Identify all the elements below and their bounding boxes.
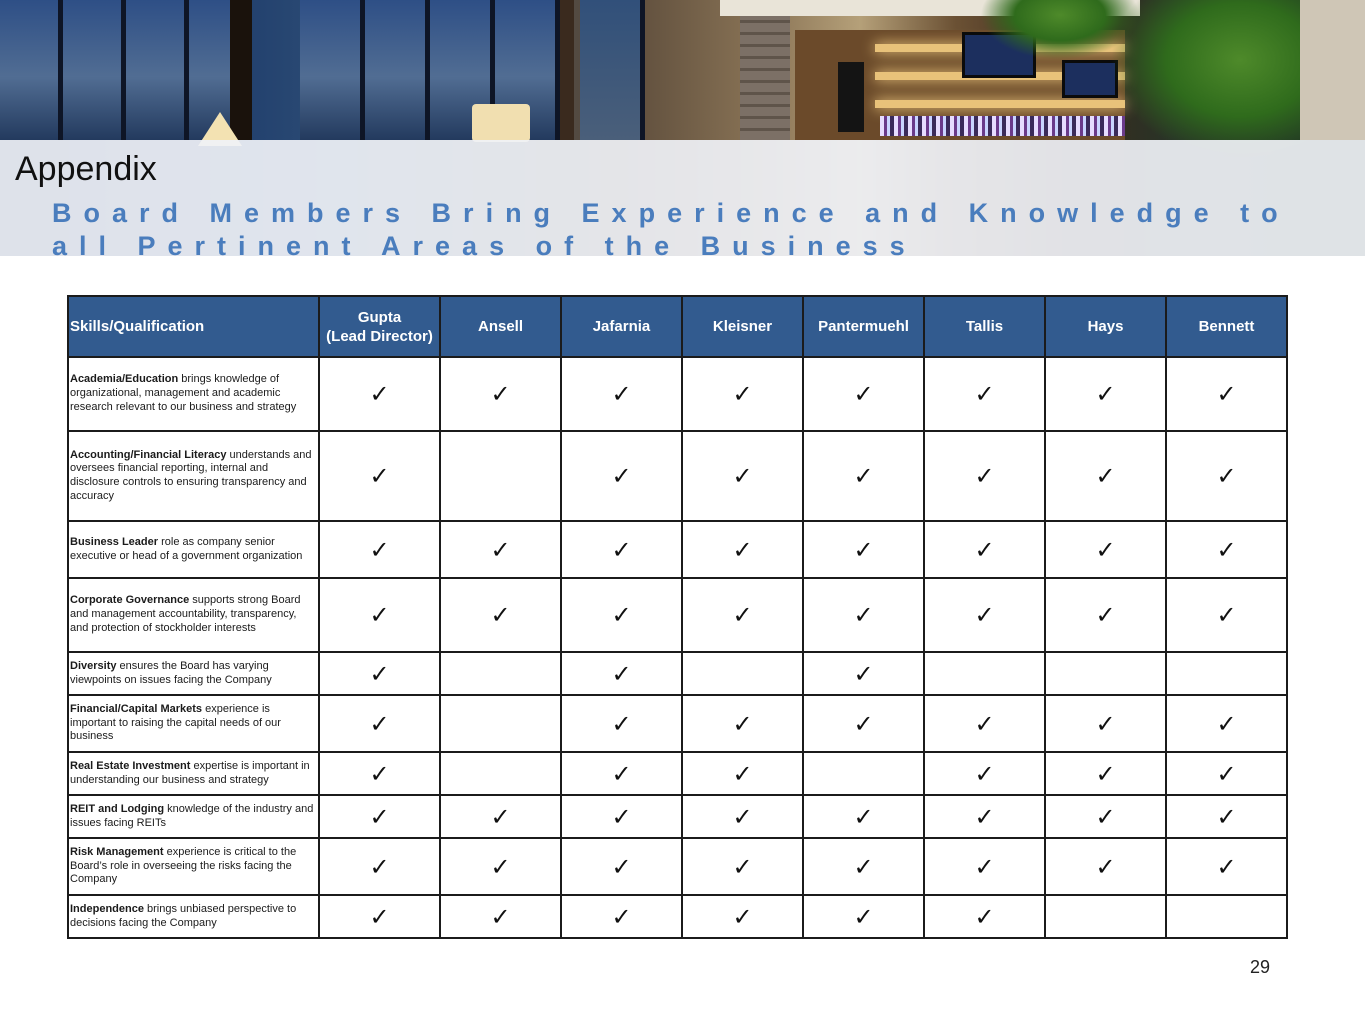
check-mark-cell [319, 752, 440, 795]
column-header-director: Gupta (Lead Director) [319, 296, 440, 357]
skill-name: Risk Management [70, 845, 164, 858]
table-row [68, 652, 1287, 695]
check-mark-icon: ✓ [369, 659, 390, 688]
check-mark-icon: ✓ [1095, 802, 1116, 831]
check-mark-icon: ✓ [974, 759, 995, 788]
check-mark-icon: ✓ [490, 852, 511, 881]
check-mark-cell [319, 431, 440, 521]
check-mark-icon: ✓ [611, 659, 632, 688]
check-mark-icon: ✓ [369, 601, 390, 629]
skill-name: Financial/Capital Markets [70, 702, 203, 715]
check-mark-icon: ✓ [1095, 601, 1116, 629]
check-mark-icon: ✓ [974, 802, 995, 831]
check-mark-icon: ✓ [732, 535, 753, 564]
check-mark-cell [1045, 838, 1166, 895]
skill-description: understands and oversees financial reporting, internal and disclosure controls to ensuring transparency and accuracy [70, 448, 312, 502]
skill-description-cell [68, 838, 319, 895]
check-mark-icon: ✓ [369, 709, 390, 738]
skill-description: experience is important to raising the capital needs of our business [70, 702, 281, 743]
check-mark-cell [561, 752, 682, 795]
skill-description-cell [68, 431, 319, 521]
skill-description-cell [68, 895, 319, 938]
check-mark-icon: ✓ [1095, 535, 1116, 564]
skill-description: supports strong Board and management accountability, transparency, and protection of stockholder interests [70, 594, 301, 634]
check-mark-cell [319, 652, 440, 695]
skill-description: expertise is important in understanding our business and strategy [70, 759, 310, 786]
check-mark-cell [1166, 521, 1287, 578]
check-mark-cell [440, 521, 561, 578]
column-header-director: Jafarnia [561, 296, 682, 357]
column-header-director: Bennett [1166, 296, 1287, 357]
check-mark-cell [561, 838, 682, 895]
check-mark-icon: ✓ [853, 380, 874, 408]
table-body [68, 357, 1287, 938]
skill-description: role as company senior executive or head of a government organization [70, 535, 303, 562]
check-mark-cell [682, 521, 803, 578]
header-row [68, 296, 1287, 357]
check-mark-cell [440, 578, 561, 652]
check-mark-cell [319, 521, 440, 578]
check-mark-icon: ✓ [974, 709, 995, 738]
skill-name: Corporate Governance [70, 594, 190, 607]
check-mark-icon: ✓ [611, 759, 632, 788]
check-mark-icon: ✓ [369, 902, 390, 931]
check-mark-icon: ✓ [611, 601, 632, 629]
check-mark-icon: ✓ [369, 535, 390, 564]
check-mark-cell [319, 357, 440, 431]
table-row [68, 431, 1287, 521]
check-mark-icon: ✓ [1095, 462, 1116, 490]
check-mark-cell [924, 838, 1045, 895]
column-header-director: Pantermuehl [803, 296, 924, 357]
check-mark-icon: ✓ [1216, 852, 1237, 881]
empty-cell [440, 652, 561, 695]
check-mark-icon: ✓ [490, 802, 511, 831]
check-mark-icon: ✓ [1095, 709, 1116, 738]
column-header-director: Tallis [924, 296, 1045, 357]
check-mark-cell [440, 357, 561, 431]
column-header-director: Ansell [440, 296, 561, 357]
skill-description: knowledge of the industry and issues facing REITs [70, 802, 314, 829]
skill-description-cell [68, 795, 319, 838]
check-mark-icon: ✓ [490, 535, 511, 564]
check-mark-icon: ✓ [611, 380, 632, 408]
check-mark-cell [1045, 695, 1166, 752]
skill-name: REIT and Lodging [70, 802, 165, 815]
check-mark-icon: ✓ [369, 462, 390, 490]
skill-name: Business Leader [70, 535, 159, 548]
check-mark-cell [924, 357, 1045, 431]
check-mark-icon: ✓ [369, 759, 390, 788]
check-mark-cell [924, 752, 1045, 795]
check-mark-cell [803, 431, 924, 521]
check-mark-cell [682, 431, 803, 521]
check-mark-icon: ✓ [1095, 759, 1116, 788]
check-mark-cell [682, 695, 803, 752]
check-mark-cell [803, 795, 924, 838]
check-mark-cell [440, 795, 561, 838]
page-subtitle: Board Members Bring Experience and Knowledge to all Pertinent Areas of the Business [52, 198, 1290, 261]
check-mark-icon: ✓ [611, 902, 632, 931]
check-mark-cell [682, 752, 803, 795]
check-mark-icon: ✓ [853, 852, 874, 881]
check-mark-icon: ✓ [490, 601, 511, 629]
check-mark-cell [561, 652, 682, 695]
check-mark-cell [924, 795, 1045, 838]
table-row [68, 521, 1287, 578]
check-mark-icon: ✓ [732, 902, 753, 931]
check-mark-icon: ✓ [1216, 709, 1237, 738]
check-mark-cell [924, 695, 1045, 752]
check-mark-cell [561, 795, 682, 838]
check-mark-icon: ✓ [490, 902, 511, 931]
empty-cell [1045, 895, 1166, 938]
check-mark-cell [803, 838, 924, 895]
check-mark-icon: ✓ [853, 601, 874, 629]
check-mark-icon: ✓ [732, 709, 753, 738]
check-mark-cell [682, 795, 803, 838]
table-header [68, 296, 1287, 357]
empty-cell [1166, 652, 1287, 695]
check-mark-icon: ✓ [974, 852, 995, 881]
skill-description-cell [68, 578, 319, 652]
skill-name: Real Estate Investment [70, 759, 191, 772]
check-mark-cell [561, 695, 682, 752]
check-mark-cell [1166, 431, 1287, 521]
skill-name: Diversity [70, 659, 117, 672]
check-mark-icon: ✓ [853, 802, 874, 831]
check-mark-icon: ✓ [974, 380, 995, 408]
check-mark-cell [803, 895, 924, 938]
skill-description-cell [68, 357, 319, 431]
column-header-director: Hays [1045, 296, 1166, 357]
check-mark-icon: ✓ [611, 852, 632, 881]
table-row [68, 752, 1287, 795]
table-row [68, 357, 1287, 431]
check-mark-cell [561, 521, 682, 578]
table-row [68, 838, 1287, 895]
skill-name: Academia/Education [70, 373, 179, 386]
table-row [68, 895, 1287, 938]
empty-cell [1045, 652, 1166, 695]
check-mark-icon: ✓ [1216, 535, 1237, 564]
check-mark-icon: ✓ [974, 902, 995, 931]
check-mark-cell [682, 578, 803, 652]
check-mark-cell [803, 695, 924, 752]
check-mark-icon: ✓ [490, 380, 511, 408]
check-mark-cell [1045, 795, 1166, 838]
check-mark-cell [319, 838, 440, 895]
check-mark-icon: ✓ [732, 852, 753, 881]
check-mark-cell [561, 895, 682, 938]
check-mark-icon: ✓ [369, 852, 390, 881]
check-mark-cell [924, 521, 1045, 578]
skill-description: brings knowledge of organizational, management and academic research relevant to our business and strategy [70, 373, 297, 413]
skill-description: brings unbiased perspective to decisions facing the Company [70, 902, 297, 929]
check-mark-cell [561, 431, 682, 521]
check-mark-icon: ✓ [611, 535, 632, 564]
skill-description: experience is critical to the Board’s role in overseeing the risks facing the Company [70, 845, 297, 886]
column-header-director: Kleisner [682, 296, 803, 357]
check-mark-icon: ✓ [1095, 852, 1116, 881]
check-mark-cell [803, 652, 924, 695]
check-mark-cell [440, 895, 561, 938]
check-mark-cell [803, 357, 924, 431]
check-mark-icon: ✓ [974, 601, 995, 629]
check-mark-icon: ✓ [732, 601, 753, 629]
check-mark-icon: ✓ [611, 802, 632, 831]
skill-description-cell [68, 752, 319, 795]
check-mark-cell [1166, 695, 1287, 752]
empty-cell [440, 752, 561, 795]
check-mark-cell [1166, 752, 1287, 795]
check-mark-icon: ✓ [1216, 802, 1237, 831]
page-title: Appendix [15, 150, 157, 188]
empty-cell [440, 431, 561, 521]
table-row [68, 695, 1287, 752]
skill-description: ensures the Board has varying viewpoints on issues facing the Company [70, 659, 272, 686]
check-mark-cell [319, 795, 440, 838]
check-mark-icon: ✓ [369, 380, 390, 408]
skill-name: Accounting/Financial Literacy [70, 448, 227, 461]
check-mark-cell [924, 578, 1045, 652]
check-mark-cell [1045, 431, 1166, 521]
check-mark-icon: ✓ [853, 709, 874, 738]
check-mark-cell [319, 578, 440, 652]
skill-description-cell [68, 652, 319, 695]
check-mark-icon: ✓ [732, 462, 753, 490]
check-mark-icon: ✓ [974, 462, 995, 490]
check-mark-cell [1166, 357, 1287, 431]
check-mark-icon: ✓ [1216, 759, 1237, 788]
check-mark-cell [682, 357, 803, 431]
check-mark-cell [924, 895, 1045, 938]
check-mark-cell [440, 838, 561, 895]
check-mark-cell [1166, 578, 1287, 652]
skill-description-cell [68, 695, 319, 752]
check-mark-cell [561, 357, 682, 431]
check-mark-icon: ✓ [1216, 601, 1237, 629]
check-mark-cell [1045, 357, 1166, 431]
empty-cell [682, 652, 803, 695]
check-mark-icon: ✓ [853, 902, 874, 931]
check-mark-icon: ✓ [611, 709, 632, 738]
check-mark-icon: ✓ [853, 462, 874, 490]
empty-cell [924, 652, 1045, 695]
check-mark-icon: ✓ [974, 535, 995, 564]
skill-name: Independence [70, 902, 144, 915]
table-row [68, 578, 1287, 652]
check-mark-cell [1166, 795, 1287, 838]
check-mark-cell [803, 521, 924, 578]
check-mark-icon: ✓ [611, 462, 632, 490]
page-number: 29 [1250, 957, 1271, 977]
check-mark-cell [1166, 838, 1287, 895]
check-mark-cell [924, 431, 1045, 521]
check-mark-icon: ✓ [1095, 380, 1116, 408]
skill-description-cell [68, 521, 319, 578]
check-mark-icon: ✓ [853, 535, 874, 564]
check-mark-icon: ✓ [1216, 380, 1237, 408]
empty-cell [1166, 895, 1287, 938]
check-mark-cell [803, 578, 924, 652]
check-mark-cell [1045, 521, 1166, 578]
table-row [68, 795, 1287, 838]
check-mark-cell [682, 895, 803, 938]
column-header-skills: Skills/Qualification [68, 296, 319, 357]
board-skills-matrix [67, 295, 1288, 939]
check-mark-icon: ✓ [732, 802, 753, 831]
check-mark-cell [561, 578, 682, 652]
check-mark-cell [1045, 752, 1166, 795]
check-mark-icon: ✓ [369, 802, 390, 831]
check-mark-icon: ✓ [732, 380, 753, 408]
check-mark-icon: ✓ [853, 659, 874, 688]
check-mark-cell [319, 695, 440, 752]
check-mark-cell [682, 838, 803, 895]
check-mark-cell [1045, 578, 1166, 652]
check-mark-icon: ✓ [1216, 462, 1237, 490]
empty-cell [803, 752, 924, 795]
check-mark-icon: ✓ [732, 759, 753, 788]
check-mark-cell [319, 895, 440, 938]
empty-cell [440, 695, 561, 752]
